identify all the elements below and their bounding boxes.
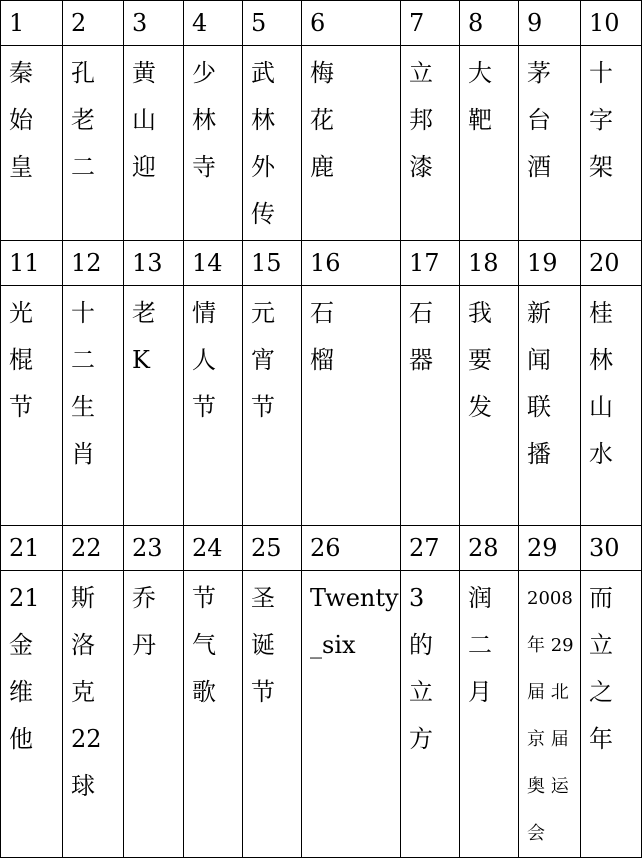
number-cell: 5: [243, 1, 302, 46]
answer-line: 林: [251, 106, 275, 134]
answer-line: 闻: [527, 346, 551, 374]
number-cell: 18: [460, 241, 519, 286]
answer-line: 水: [589, 440, 613, 468]
answer-line: K: [132, 346, 150, 374]
number-row: [1, 526, 642, 571]
answer-row: [1, 46, 642, 241]
answer-line: 外: [251, 153, 275, 181]
answer-line: 乔: [132, 584, 156, 612]
answer-line: 生: [71, 393, 95, 421]
answer-line: 传: [251, 200, 275, 228]
answer-cell: [184, 571, 243, 858]
answer-line: 光: [9, 299, 33, 327]
answer-line: 2008: [527, 588, 573, 609]
grid-body: [1, 1, 642, 858]
number-cell: 6: [302, 1, 401, 46]
answer-line: 老: [71, 106, 95, 134]
answer-line: 奥 运: [527, 776, 569, 797]
answer-line: 年 29: [527, 635, 574, 656]
answer-line: 3: [409, 584, 425, 612]
number-cell: 13: [124, 241, 184, 286]
answer-line: 之: [589, 678, 613, 706]
answer-line: 节: [192, 584, 216, 612]
answer-line: 丹: [132, 631, 156, 659]
answer-line: 联: [527, 393, 551, 421]
answer-cell: [581, 571, 642, 858]
answer-line: 十: [589, 59, 613, 87]
number-cell: 15: [243, 241, 302, 286]
answer-line: 二: [468, 631, 492, 659]
answer-line: 靶: [468, 106, 492, 134]
answer-cell: [1, 571, 63, 858]
answer-line: 寺: [192, 153, 216, 181]
answer-cell: [302, 286, 401, 526]
answer-cell: [63, 46, 124, 241]
answer-line: 节: [251, 393, 275, 421]
answer-line: 大: [468, 59, 492, 87]
answer-line: 十: [71, 299, 95, 327]
number-cell: 14: [184, 241, 243, 286]
answer-line: 林: [192, 106, 216, 134]
answer-line: 要: [468, 346, 492, 374]
answer-line: 会: [527, 823, 545, 844]
answer-line: 新: [527, 299, 551, 327]
answer-cell: [184, 46, 243, 241]
answer-line: 字: [589, 106, 613, 134]
answer-line: 秦: [9, 59, 33, 87]
answer-line: 元: [251, 299, 275, 327]
answer-line: 茅: [527, 59, 551, 87]
number-cell: 27: [401, 526, 460, 571]
answer-line: 洛: [71, 631, 95, 659]
answer-line: 21: [9, 584, 40, 612]
answer-line: 方: [409, 725, 433, 753]
answer-line: 气: [192, 631, 216, 659]
answer-line: 节: [251, 678, 275, 706]
answer-line: 维: [9, 678, 33, 706]
answer-cell: [124, 571, 184, 858]
answer-line: 架: [589, 153, 613, 181]
answer-line: 球: [71, 772, 95, 800]
number-cell: 12: [63, 241, 124, 286]
answer-line: 节: [192, 393, 216, 421]
answer-line: 克: [71, 678, 95, 706]
answer-cell: [519, 286, 581, 526]
answer-line: 酒: [527, 153, 551, 181]
answer-cell: [124, 286, 184, 526]
answer-line: 器: [409, 346, 433, 374]
answer-line: 播: [527, 440, 551, 468]
answer-line: 的: [409, 631, 433, 659]
answer-line: 花: [310, 106, 334, 134]
answer-line: 圣: [251, 584, 275, 612]
number-cell: 7: [401, 1, 460, 46]
answer-line: 老: [132, 299, 156, 327]
answer-line: 二: [71, 346, 95, 374]
answer-line: _six: [310, 631, 356, 659]
number-row: [1, 1, 642, 46]
answer-cell: [401, 571, 460, 858]
number-cell: 16: [302, 241, 401, 286]
answer-line: 石: [310, 299, 334, 327]
answer-line: 山: [132, 106, 156, 134]
answer-cell: [302, 46, 401, 241]
answer-line: 22: [71, 725, 102, 753]
answer-cell: [460, 46, 519, 241]
answer-row: [1, 571, 642, 858]
answer-cell: [243, 571, 302, 858]
number-cell: 28: [460, 526, 519, 571]
number-cell: 22: [63, 526, 124, 571]
answer-cell: [1, 286, 63, 526]
number-cell: 1: [1, 1, 63, 46]
answer-cell: [63, 286, 124, 526]
number-cell: 4: [184, 1, 243, 46]
answer-cell: [519, 571, 581, 858]
answer-line: 立: [409, 59, 433, 87]
answer-line: 月: [468, 678, 492, 706]
number-cell: 2: [63, 1, 124, 46]
answer-line: 台: [527, 106, 551, 134]
answer-cell: [581, 46, 642, 241]
number-cell: 29: [519, 526, 581, 571]
answer-line: 桂: [589, 299, 613, 327]
number-cell: 30: [581, 526, 642, 571]
number-cell: 24: [184, 526, 243, 571]
answer-line: 节: [9, 393, 33, 421]
answer-cell: [184, 286, 243, 526]
answer-cell: [243, 46, 302, 241]
answer-line: 皇: [9, 153, 33, 181]
answer-cell: [581, 286, 642, 526]
number-cell: 3: [124, 1, 184, 46]
answer-cell: [460, 571, 519, 858]
number-cell: 10: [581, 1, 642, 46]
answer-line: 黄: [132, 59, 156, 87]
answer-cell: [243, 286, 302, 526]
number-cell: 19: [519, 241, 581, 286]
answer-cell: [460, 286, 519, 526]
answer-line: 武: [251, 59, 275, 87]
answer-line: 迎: [132, 153, 156, 181]
answer-line: 他: [9, 725, 33, 753]
answer-line: 宵: [251, 346, 275, 374]
answer-line: 山: [589, 393, 613, 421]
answer-line: 而: [589, 584, 613, 612]
answer-cell: [401, 286, 460, 526]
answer-cell: [519, 46, 581, 241]
answer-line: 肖: [71, 440, 95, 468]
number-cell: 20: [581, 241, 642, 286]
answer-cell: [401, 46, 460, 241]
answer-row: [1, 286, 642, 526]
answer-line: 石: [409, 299, 433, 327]
number-cell: 8: [460, 1, 519, 46]
number-cell: 26: [302, 526, 401, 571]
number-row: [1, 241, 642, 286]
answer-line: 京 届: [527, 729, 569, 750]
number-cell: 23: [124, 526, 184, 571]
answer-line: 润: [468, 584, 492, 612]
answer-line: 立: [589, 631, 613, 659]
answer-line: 情: [192, 299, 216, 327]
answer-line: 年: [589, 725, 613, 753]
answer-line: 立: [409, 678, 433, 706]
number-cell: 11: [1, 241, 63, 286]
answer-line: 林: [589, 346, 613, 374]
answer-line: 我: [468, 299, 492, 327]
answer-line: 人: [192, 346, 216, 374]
answer-line: 诞: [251, 631, 275, 659]
number-cell: 25: [243, 526, 302, 571]
answer-line: 漆: [409, 153, 433, 181]
answer-line: 始: [9, 106, 33, 134]
answer-line: 发: [468, 393, 492, 421]
answer-line: 少: [192, 59, 216, 87]
answer-line: 斯: [71, 584, 95, 612]
answer-line: 棍: [9, 346, 33, 374]
answer-cell: [302, 571, 401, 858]
answer-line: 孔: [71, 59, 95, 87]
answer-line: 梅: [310, 59, 334, 87]
answer-cell: [124, 46, 184, 241]
answer-cell: [1, 46, 63, 241]
answer-line: 歌: [192, 678, 216, 706]
answer-line: 鹿: [310, 153, 334, 181]
answer-line: 届 北: [527, 682, 569, 703]
answer-line: Twenty: [310, 584, 399, 612]
answer-line: 邦: [409, 106, 433, 134]
number-cell: 21: [1, 526, 63, 571]
answer-line: 二: [71, 153, 95, 181]
answer-line: 金: [9, 631, 33, 659]
answer-line: 榴: [310, 346, 334, 374]
number-cell: 9: [519, 1, 581, 46]
answer-cell: [63, 571, 124, 858]
number-cell: 17: [401, 241, 460, 286]
